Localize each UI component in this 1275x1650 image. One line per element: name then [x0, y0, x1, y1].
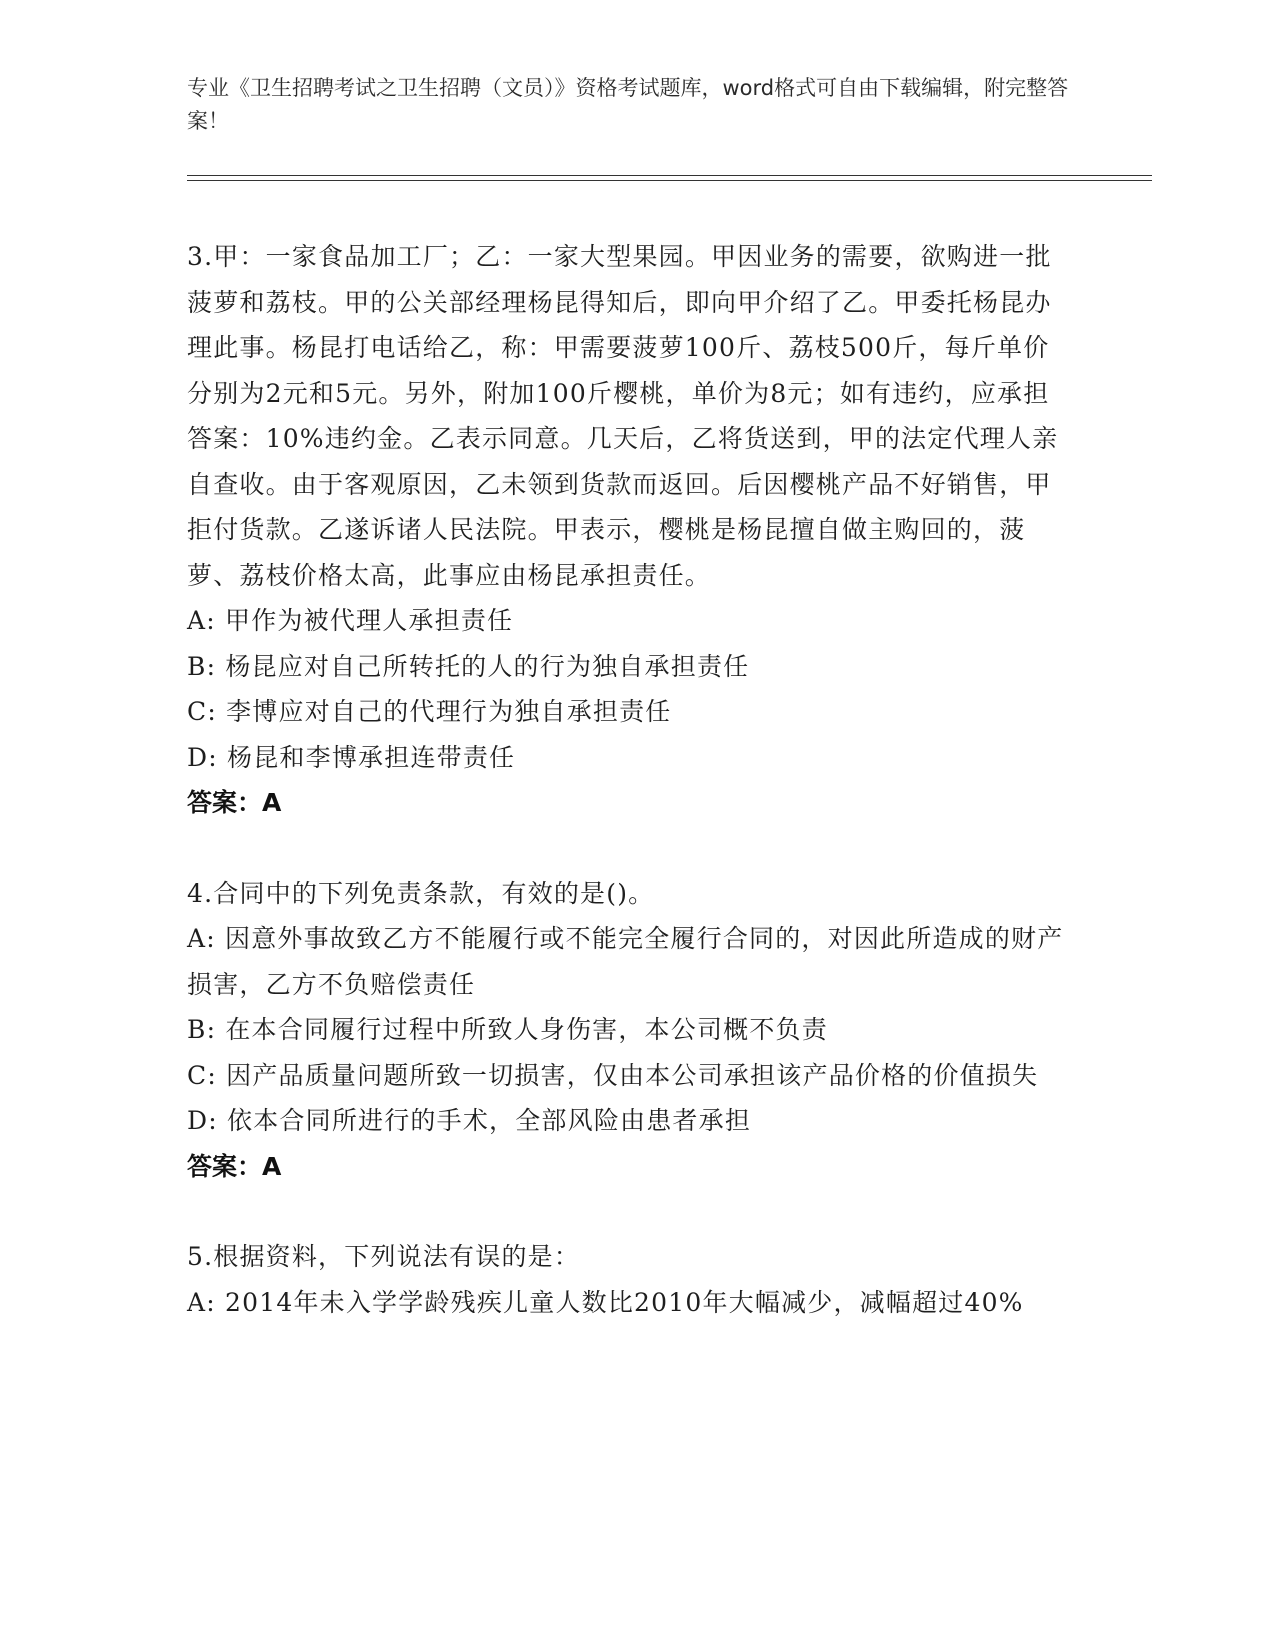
option-d: D: 杨昆和李博承担连带责任: [187, 742, 516, 772]
answer-line: [187, 780, 1067, 826]
header-divider-bottom: [187, 180, 1152, 181]
header-divider-top: [187, 175, 1152, 176]
question-stem: 5.根据资料，下列说法有误的是：: [187, 1242, 581, 1271]
answer-value: A: [262, 788, 282, 817]
question-stem: 4.合同中的下列免责条款，有效的是()。: [187, 878, 655, 908]
header-text: 专业《卫生招聘考试之卫生招聘（文员）》资格考试题库，word格式可自由下载编辑，附完整答案！: [187, 76, 1069, 133]
document-header: [187, 72, 1077, 138]
answer-line: [187, 1144, 1067, 1190]
question-5: [187, 1234, 1067, 1325]
option-c: C: 李博应对自己的代理行为独自承担责任: [187, 697, 672, 726]
spacer: [187, 826, 1067, 871]
spacer: [187, 1189, 1067, 1234]
option-a: A: 因意外事故致乙方不能履行或不能完全履行合同的，对因此所造成的财产损害，乙方不负赔偿责任: [187, 924, 1064, 999]
answer-value: A: [262, 1151, 282, 1181]
option-d: D: 依本合同所进行的手术，全部风险由患者承担: [187, 1106, 752, 1135]
question-4: [187, 871, 1067, 1190]
answer-label: 答案：: [187, 788, 263, 817]
question-list: [187, 234, 1067, 1325]
option-a: A: 甲作为被代理人承担责任: [187, 606, 514, 635]
question-3: [187, 234, 1067, 826]
question-stem: 3.甲：一家食品加工厂；乙：一家大型果园。甲因业务的需要，欲购进一批菠萝和荔枝。甲的公关部经理杨昆得知后，即向甲介绍了乙。甲委托杨昆办理此事。杨昆打电话给乙，称：甲需要菠萝100斤、荔枝500斤，每斤单价分别为2元和5元。另外，附加100斤樱桃，单价为8元；如有违约，应承担答案：10%违约金。乙表示同意。几天后，乙将货送到，甲的法定代理人亲自查收。由于客观原因，乙未领到货款而返回。后因樱桃产品不好销售，甲拒付货款。乙遂诉诸人民法院。甲表示，樱桃是杨昆擅自做主购回的，菠萝、荔枝价格太高，此事应由杨昆承担责任。: [187, 242, 1059, 590]
option-a: A: 2014年未入学学龄残疾儿童人数比2010年大幅减少，减幅超过40%: [187, 1287, 1024, 1317]
answer-label: 答案：: [187, 1151, 263, 1181]
option-b: B: 杨昆应对自己所转托的人的行为独自承担责任: [187, 651, 750, 681]
option-b: B: 在本合同履行过程中所致人身伤害，本公司概不负责: [187, 1015, 828, 1044]
option-c: C: 因产品质量问题所致一切损害，仅由本公司承担该产品价格的价值损失: [187, 1060, 1039, 1090]
